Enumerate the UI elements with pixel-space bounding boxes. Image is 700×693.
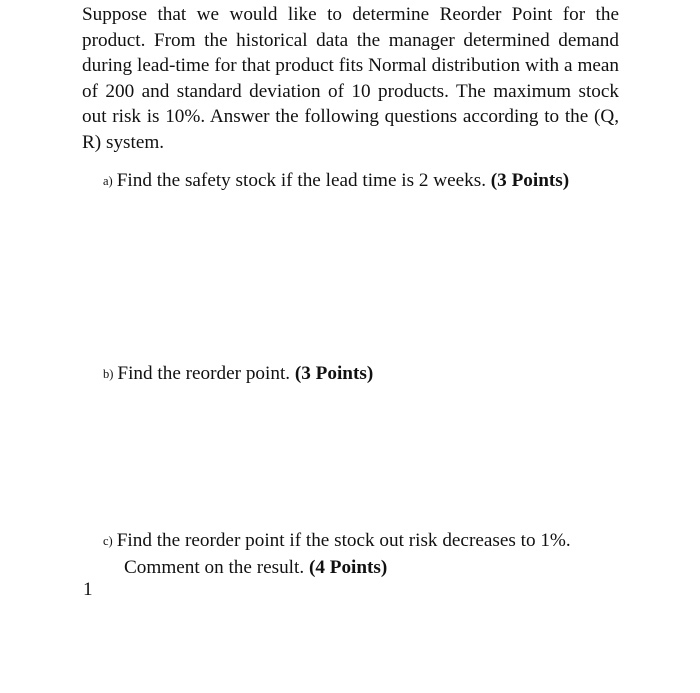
page-number: 1 — [83, 579, 93, 600]
question-a-label: a) — [103, 174, 113, 188]
question-b-text: Find the reorder point. — [117, 363, 291, 384]
question-b-label: b) — [103, 367, 114, 381]
question-c-label: c) — [103, 534, 113, 548]
question-b-points: (3 Points) — [294, 363, 374, 384]
problem-statement: Suppose that we would like to determine Reorder Point for the product. From the historical data the manager determined demand during lead-time for that product fits Normal distribution with a mean of 200 and standard deviation of 10 products. The maximum stock out risk is 10%. Answer the following questions according to the (Q, R) system. — [82, 4, 619, 153]
question-a-points: (3 Points) — [490, 170, 570, 191]
question-b — [103, 361, 623, 388]
question-c-continuation — [103, 555, 623, 581]
question-c-points: (4 Points) — [308, 556, 388, 578]
question-a — [103, 168, 623, 195]
question-a-text: Find the safety stock if the lead time is 2 weeks. — [116, 170, 486, 191]
question-c-text: Find the reorder point if the stock out risk decreases to 1%. — [116, 530, 571, 551]
question-c — [103, 528, 623, 580]
question-c-text-2: Comment on the result. — [124, 556, 305, 578]
